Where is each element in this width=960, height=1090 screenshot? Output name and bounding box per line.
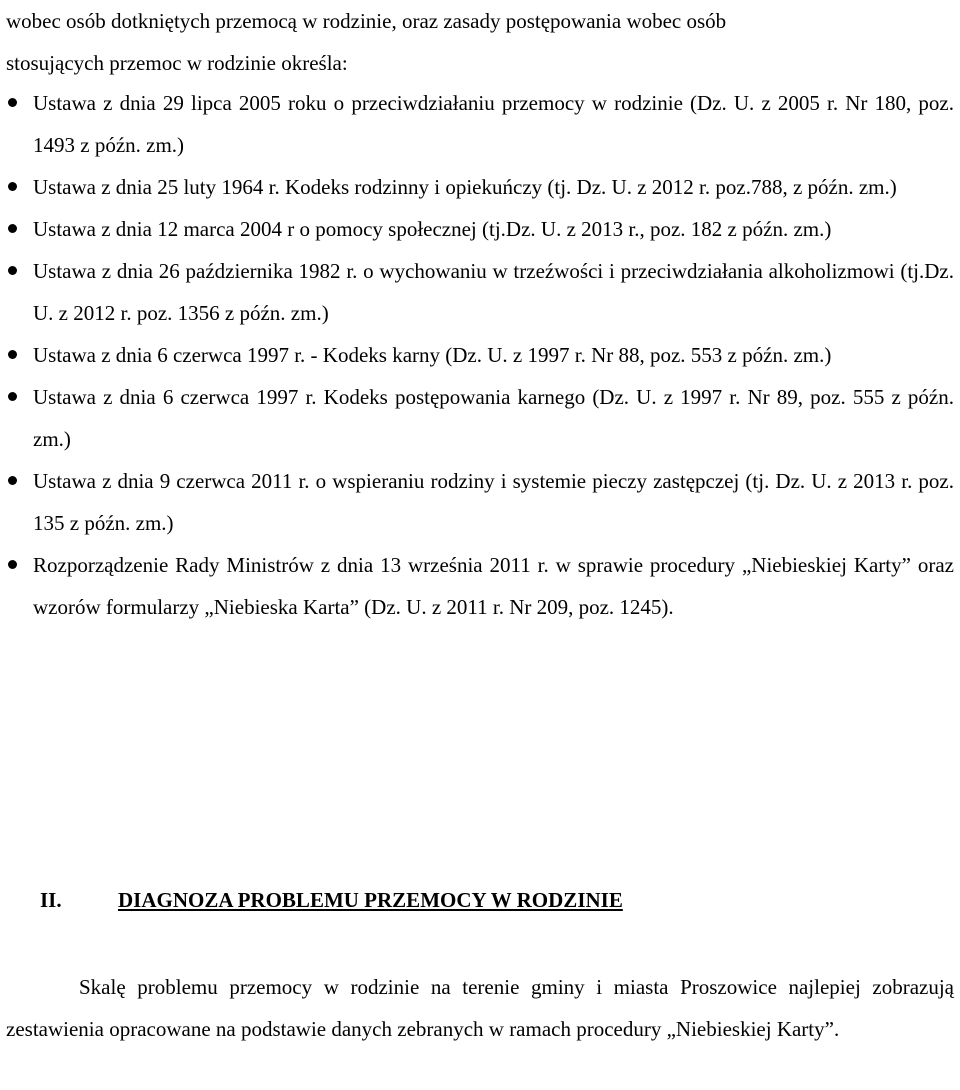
law-text: Ustawa z dnia 25 luty 1964 r. Kodeks rodzinny i opiekuńczy (tj. Dz. U. z 2012 r. poz.788, z późn. zm.) bbox=[33, 175, 897, 199]
intro-paragraph bbox=[6, 0, 954, 84]
intro-line-2: stosujących przemoc w rodzinie określa: bbox=[6, 51, 348, 75]
law-text: Ustawa z dnia 12 marca 2004 r o pomocy społecznej (tj.Dz. U. z 2013 r., poz. 182 z późn. zm.) bbox=[33, 217, 832, 241]
section-title: DIAGNOZA PROBLEMU PRZEMOCY W RODZINIE bbox=[118, 888, 623, 912]
list-item bbox=[0, 544, 954, 628]
intro-line-1: wobec osób dotkniętych przemocą w rodzinie, oraz zasady postępowania wobec osób bbox=[6, 9, 727, 33]
body-paragraph: Skalę problemu przemocy w rodzinie na terenie gminy i miasta Proszowice najlepiej zobrazują zestawienia opracowane na podstawie danych zebranych w ramach procedury „Niebieskiej Karty”. bbox=[6, 975, 954, 1041]
law-text: Ustawa z dnia 9 czerwca 2011 r. o wspieraniu rodziny i systemie pieczy zastępczej (tj. Dz. U. z 2013 r. poz. 135 z późn. zm.) bbox=[33, 469, 954, 535]
law-text: Ustawa z dnia 26 października 1982 r. o wychowaniu w trzeźwości i przeciwdziałania alkoholizmowi (tj.Dz. U. z 2012 r. poz. 1356 z późn. zm.) bbox=[33, 259, 954, 325]
bullet-icon bbox=[8, 224, 17, 233]
bullet-icon bbox=[8, 98, 17, 107]
list-item bbox=[0, 166, 954, 208]
list-item bbox=[0, 376, 954, 460]
law-text: Rozporządzenie Rady Ministrów z dnia 13 września 2011 r. w sprawie procedury „Niebieskiej Karty” oraz wzorów formularzy „Niebieska Karta” (Dz. U. z 2011 r. Nr 209, poz. 1245). bbox=[33, 553, 954, 619]
list-item bbox=[0, 208, 954, 250]
list-item bbox=[0, 250, 954, 334]
bullet-icon bbox=[8, 560, 17, 569]
bullet-icon bbox=[8, 182, 17, 191]
bullet-icon bbox=[8, 266, 17, 275]
bullet-icon bbox=[8, 476, 17, 485]
list-item bbox=[0, 460, 954, 544]
law-text: Ustawa z dnia 6 czerwca 1997 r. Kodeks postępowania karnego (Dz. U. z 1997 r. Nr 89, poz. 555 z późn. zm.) bbox=[33, 385, 954, 451]
law-text: Ustawa z dnia 6 czerwca 1997 r. - Kodeks karny (Dz. U. z 1997 r. Nr 88, poz. 553 z późn. zm.) bbox=[33, 343, 832, 367]
section-number: II. bbox=[40, 888, 62, 912]
list-item bbox=[0, 82, 954, 166]
bullet-icon bbox=[8, 350, 17, 359]
law-text: Ustawa z dnia 29 lipca 2005 roku o przeciwdziałaniu przemocy w rodzinie (Dz. U. z 2005 r. Nr 180, poz. 1493 z późn. zm.) bbox=[33, 91, 954, 157]
legal-acts-list bbox=[0, 82, 954, 628]
section-heading bbox=[40, 882, 623, 918]
list-item bbox=[0, 334, 954, 376]
bullet-icon bbox=[8, 392, 17, 401]
